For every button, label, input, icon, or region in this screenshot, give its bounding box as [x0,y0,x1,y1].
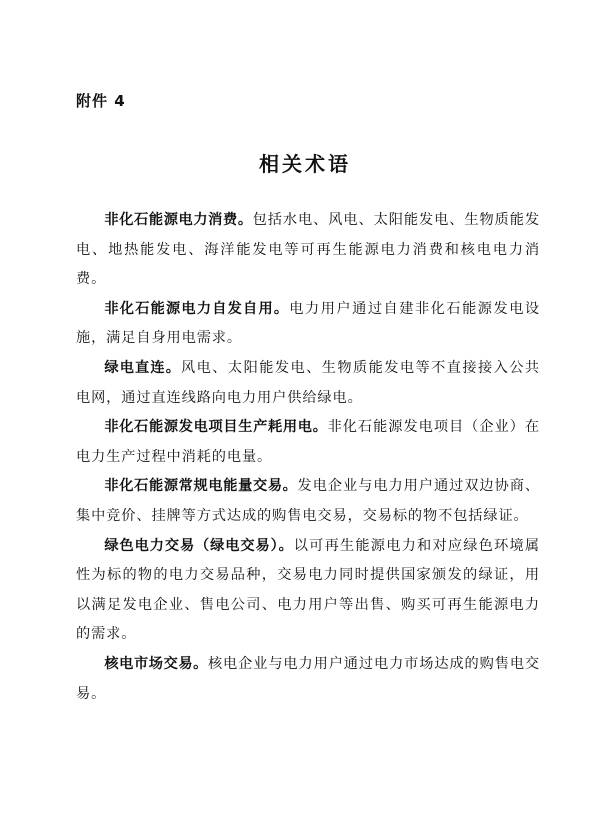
term-definition: 包括水电、风电、太阳能发电、生物质能发电、地热能发电、海洋能发电等可再生能源电力消费和核电电力消费。 [76,212,540,288]
term-name: 非化石能源发电项目生产耗用电。 [104,419,328,436]
term-paragraph [76,295,540,354]
term-definition: 核电企业与电力用户通过电力市场达成的购售电交易。 [76,655,540,702]
term-definition: 非化石能源发电项目（企业）在电力生产过程中消耗的电量。 [76,419,540,465]
term-definition: 发电企业与电力用户通过双边协商、集中竞价、挂牌等方式达成的购售电交易，交易标的物不包括绿证。 [76,478,540,524]
term-name: 绿色电力交易（绿电交易）。 [104,537,294,554]
attachment-label: 附件 4 [76,92,126,110]
page-title: 相关术语 [259,152,351,176]
term-paragraph [76,413,540,472]
term-name: 非化石能源电力自发自用。 [104,300,290,317]
term-paragraph [76,354,540,413]
term-definition: 风电、太阳能发电、生物质能发电等不直接接入公共电网，通过直连线路向电力用户供给绿电。 [76,359,540,406]
term-definition: 以可再生能源电力和对应绿色环境属性为标的物的电力交易品种，交易电力同时提供国家颁发的绿证，用以满足发电企业、售电公司、电力用户等出售、购买可再生能源电力的需求。 [76,537,541,643]
term-paragraph [76,650,540,709]
term-paragraph [76,472,540,531]
term-definition: 电力用户通过自建非化石能源发电设施，满足自身用电需求。 [76,300,541,347]
term-paragraph [76,532,540,650]
term-name: 非化石能源电力消费。 [104,212,253,228]
term-paragraph [76,206,540,295]
term-name: 非化石能源常规电能量交易。 [104,478,298,495]
term-name: 核电市场交易。 [104,655,208,672]
terms-list [76,206,540,709]
term-name: 绿电直连。 [104,359,182,376]
